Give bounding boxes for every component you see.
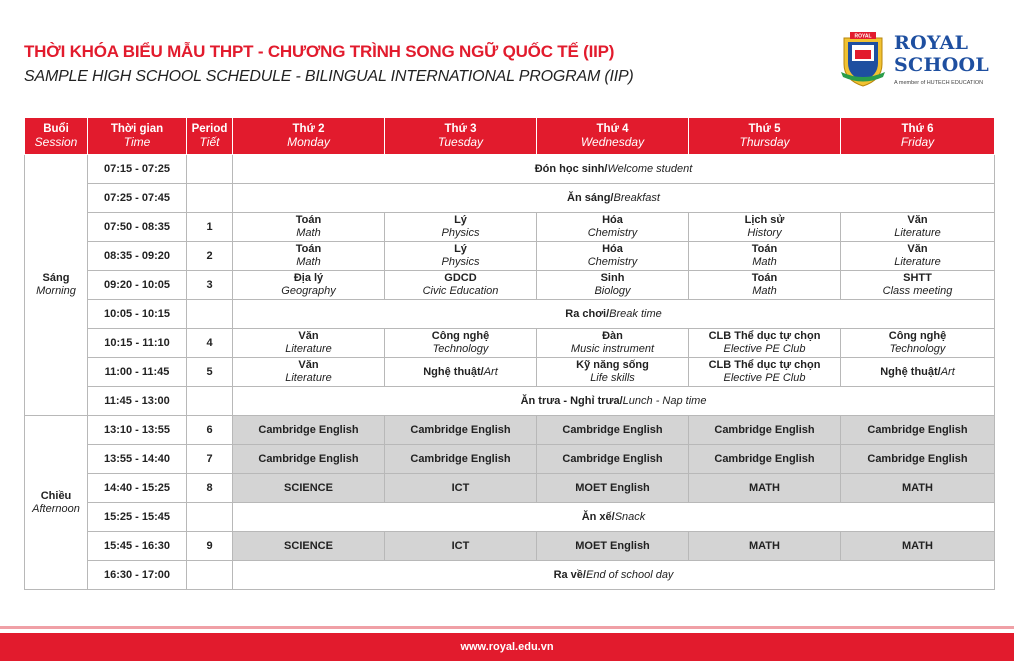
subject-label-en: Chemistry — [587, 227, 638, 239]
activity-label-en: Lunch - Nap time — [622, 394, 707, 407]
subject-label-en: Geography — [281, 285, 336, 297]
subject-label-vi: Lịch sử — [744, 214, 785, 226]
subject-label-vi: SHTT — [903, 272, 932, 284]
subject-label-en: Literature — [285, 372, 332, 384]
activity-span-cell — [233, 184, 995, 213]
table-row — [25, 445, 995, 474]
schedule-table — [24, 117, 995, 590]
subject-label-en: Biology — [594, 285, 631, 297]
subject-label-vi: Địa lý — [293, 272, 324, 284]
table-row — [25, 561, 995, 590]
subject-cell — [233, 358, 385, 387]
activity-label-vi: Ra chơi/ — [565, 307, 610, 320]
subject-label-en: Literature — [285, 343, 332, 355]
subject-label-vi: Lý — [454, 243, 467, 255]
table-row — [25, 242, 995, 271]
period-cell — [187, 387, 233, 416]
subject-label-en: Physics — [441, 227, 480, 239]
subject-cell — [689, 242, 841, 271]
subject-label-en: Life skills — [590, 372, 635, 384]
footer-divider — [0, 626, 1014, 629]
subject-label-vi: Kỹ năng sống — [576, 359, 649, 371]
period-cell — [187, 561, 233, 590]
subject-cell — [689, 213, 841, 242]
session-cell-morning — [25, 155, 88, 416]
activity-span-cell — [233, 503, 995, 532]
subject-cell — [689, 329, 841, 358]
subject-cell: MATH — [841, 532, 995, 561]
subject-cell: MOET English — [537, 474, 689, 503]
time-cell: 14:40 - 15:25 — [88, 474, 187, 503]
subject-label-en: Technology — [432, 343, 489, 355]
table-row — [25, 271, 995, 300]
subject-cell — [233, 271, 385, 300]
subject-label-en: Music instrument — [570, 343, 655, 355]
subject-label-vi: Hóa — [602, 214, 623, 226]
period-cell: 6 — [187, 416, 233, 445]
subject-cell: MATH — [841, 474, 995, 503]
subject-label-en: Math — [752, 256, 777, 268]
period-cell: 7 — [187, 445, 233, 474]
subject-label-vi: Đàn — [602, 330, 623, 342]
subject-cell: Cambridge English — [841, 445, 995, 474]
subject-cell — [689, 358, 841, 387]
subject-label-en: History — [747, 227, 782, 239]
subject-cell — [537, 213, 689, 242]
title-english: SAMPLE HIGH SCHOOL SCHEDULE - BILINGUAL INTERNATIONAL PROGRAM (IIP) — [24, 68, 634, 85]
subject-label-en: Civic Education — [422, 285, 499, 297]
header-row — [25, 118, 995, 155]
table-row — [25, 416, 995, 445]
table-row — [25, 532, 995, 561]
subject-cell — [537, 329, 689, 358]
subject-cell — [233, 213, 385, 242]
subject-label-vi: Toán — [751, 272, 778, 284]
footer-url[interactable]: www.royal.edu.vn — [0, 633, 1014, 661]
header-day: Thứ 4 Wednesday — [537, 118, 689, 155]
subject-cell — [841, 213, 995, 242]
subject-label-en: Art — [940, 365, 955, 378]
subject-label-vi: Toán — [295, 214, 322, 226]
subject-cell — [841, 358, 995, 387]
subject-cell: Cambridge English — [689, 416, 841, 445]
subject-label-vi: Hóa — [602, 243, 623, 255]
time-cell: 11:00 - 11:45 — [88, 358, 187, 387]
table-row — [25, 300, 995, 329]
subject-label-vi: Văn — [907, 243, 928, 255]
subject-cell — [537, 358, 689, 387]
activity-span-cell — [233, 155, 995, 184]
table-row — [25, 503, 995, 532]
subject-cell — [385, 213, 537, 242]
title-vietnamese: THỜI KHÓA BIỂU MẪU THPT - CHƯƠNG TRÌNH SONG NGỮ QUỐC TẾ (IIP) — [24, 42, 615, 61]
session-label-en: Morning — [36, 285, 76, 297]
time-cell: 15:45 - 16:30 — [88, 532, 187, 561]
activity-span-cell — [233, 300, 995, 329]
subject-label-vi: Nghệ thuật/ — [423, 365, 484, 378]
subject-label-vi: Công nghệ — [888, 330, 947, 342]
table-row — [25, 474, 995, 503]
subject-cell — [233, 242, 385, 271]
shield-icon — [838, 30, 888, 88]
subject-label-en: Math — [296, 256, 321, 268]
subject-cell: Cambridge English — [841, 416, 995, 445]
time-cell: 16:30 - 17:00 — [88, 561, 187, 590]
time-cell: 07:25 - 07:45 — [88, 184, 187, 213]
subject-label-en: Math — [752, 285, 777, 297]
activity-span-cell — [233, 387, 995, 416]
subject-label-en: Physics — [441, 256, 480, 268]
table-row — [25, 184, 995, 213]
header-day: Thứ 5 Thursday — [689, 118, 841, 155]
time-cell: 13:10 - 13:55 — [88, 416, 187, 445]
subject-cell: Cambridge English — [689, 445, 841, 474]
period-cell — [187, 184, 233, 213]
subject-cell — [841, 271, 995, 300]
time-cell: 08:35 - 09:20 — [88, 242, 187, 271]
subject-cell — [385, 271, 537, 300]
activity-label-vi: Đón học sinh/ — [534, 162, 608, 175]
subject-cell — [841, 329, 995, 358]
subject-label-en: Elective PE Club — [723, 343, 806, 355]
subject-cell: Cambridge English — [385, 416, 537, 445]
period-cell — [187, 155, 233, 184]
header-time: Thời gian Time — [88, 118, 187, 155]
header-day: Thứ 3 Tuesday — [385, 118, 537, 155]
subject-cell — [385, 242, 537, 271]
activity-label-en: Breakfast — [613, 191, 660, 204]
activity-label-vi: Ăn xế/ — [581, 510, 615, 523]
time-cell: 07:50 - 08:35 — [88, 213, 187, 242]
session-label-vi: Chiều — [40, 489, 72, 502]
subject-label-vi: Toán — [751, 243, 778, 255]
subject-cell: Cambridge English — [537, 445, 689, 474]
subject-label-en: Chemistry — [587, 256, 638, 268]
time-cell: 09:20 - 10:05 — [88, 271, 187, 300]
time-cell: 11:45 - 13:00 — [88, 387, 187, 416]
period-cell: 5 — [187, 358, 233, 387]
header-period: Period Tiết — [187, 118, 233, 155]
subject-label-en: Art — [483, 365, 498, 378]
subject-cell — [689, 271, 841, 300]
activity-label-en: End of school day — [585, 568, 674, 581]
subject-label-vi: Văn — [907, 214, 928, 226]
subject-label-vi: CLB Thể dục tự chọn — [708, 359, 821, 371]
session-cell-afternoon — [25, 416, 88, 590]
period-cell: 1 — [187, 213, 233, 242]
logo-tagline: A member of HUTECH EDUCATION — [894, 80, 984, 86]
activity-label-vi: Ra về/ — [553, 568, 586, 581]
activity-label-vi: Ăn sáng/ — [567, 191, 614, 204]
subject-cell — [385, 329, 537, 358]
subject-label-en: Technology — [889, 343, 946, 355]
period-cell: 3 — [187, 271, 233, 300]
subject-cell: ICT — [385, 474, 537, 503]
subject-label-vi: Công nghệ — [431, 330, 490, 342]
subject-cell — [233, 329, 385, 358]
subject-cell: SCIENCE — [233, 532, 385, 561]
period-cell: 9 — [187, 532, 233, 561]
subject-cell — [385, 358, 537, 387]
subject-cell: MATH — [689, 474, 841, 503]
period-cell — [187, 503, 233, 532]
subject-cell — [537, 242, 689, 271]
subject-label-en: Elective PE Club — [723, 372, 806, 384]
logo-line-2: SCHOOL — [894, 54, 990, 76]
subject-label-vi: Nghệ thuật/ — [880, 365, 941, 378]
table-row — [25, 358, 995, 387]
subject-label-en: Literature — [894, 227, 941, 239]
activity-label-vi: Ăn trưa - Nghỉ trưa/ — [520, 394, 623, 407]
subject-label-vi: Lý — [454, 214, 467, 226]
table-row — [25, 329, 995, 358]
subject-cell: Cambridge English — [233, 416, 385, 445]
subject-cell — [841, 242, 995, 271]
header-day: Thứ 2 Monday — [233, 118, 385, 155]
session-label-vi: Sáng — [42, 272, 70, 284]
time-cell: 13:55 - 14:40 — [88, 445, 187, 474]
subject-label-vi: GDCD — [444, 272, 477, 284]
time-cell: 10:05 - 10:15 — [88, 300, 187, 329]
activity-label-en: Snack — [614, 510, 646, 523]
subject-cell — [537, 271, 689, 300]
subject-cell: MOET English — [537, 532, 689, 561]
shield-label: ROYAL — [854, 33, 872, 40]
period-cell: 8 — [187, 474, 233, 503]
session-label-en: Afternoon — [32, 502, 80, 515]
time-cell: 07:15 - 07:25 — [88, 155, 187, 184]
header-day: Thứ 6 Friday — [841, 118, 995, 155]
subject-label-en: Math — [296, 227, 321, 239]
royal-school-logo — [838, 30, 998, 90]
time-cell: 10:15 - 11:10 — [88, 329, 187, 358]
subject-cell: ICT — [385, 532, 537, 561]
table-row — [25, 387, 995, 416]
period-cell: 2 — [187, 242, 233, 271]
subject-label-vi: Văn — [298, 359, 319, 371]
subject-label-vi: Toán — [295, 243, 322, 255]
subject-label-vi: CLB Thể dục tự chọn — [708, 330, 821, 342]
subject-label-en: Class meeting — [882, 285, 953, 297]
logo-line-1: ROYAL — [894, 32, 969, 54]
header-session: Buổi Session — [25, 118, 88, 155]
time-cell: 15:25 - 15:45 — [88, 503, 187, 532]
subject-cell: Cambridge English — [537, 416, 689, 445]
table-row — [25, 155, 995, 184]
subject-cell: MATH — [689, 532, 841, 561]
subject-cell: Cambridge English — [385, 445, 537, 474]
activity-span-cell — [233, 561, 995, 590]
activity-label-en: Break time — [609, 307, 662, 320]
subject-label-vi: Sinh — [600, 272, 625, 284]
period-cell — [187, 300, 233, 329]
subject-label-vi: Văn — [298, 330, 319, 342]
subject-cell: Cambridge English — [233, 445, 385, 474]
period-cell: 4 — [187, 329, 233, 358]
table-row — [25, 213, 995, 242]
activity-label-en: Welcome student — [607, 162, 693, 175]
subject-label-en: Literature — [894, 256, 941, 268]
subject-cell: SCIENCE — [233, 474, 385, 503]
